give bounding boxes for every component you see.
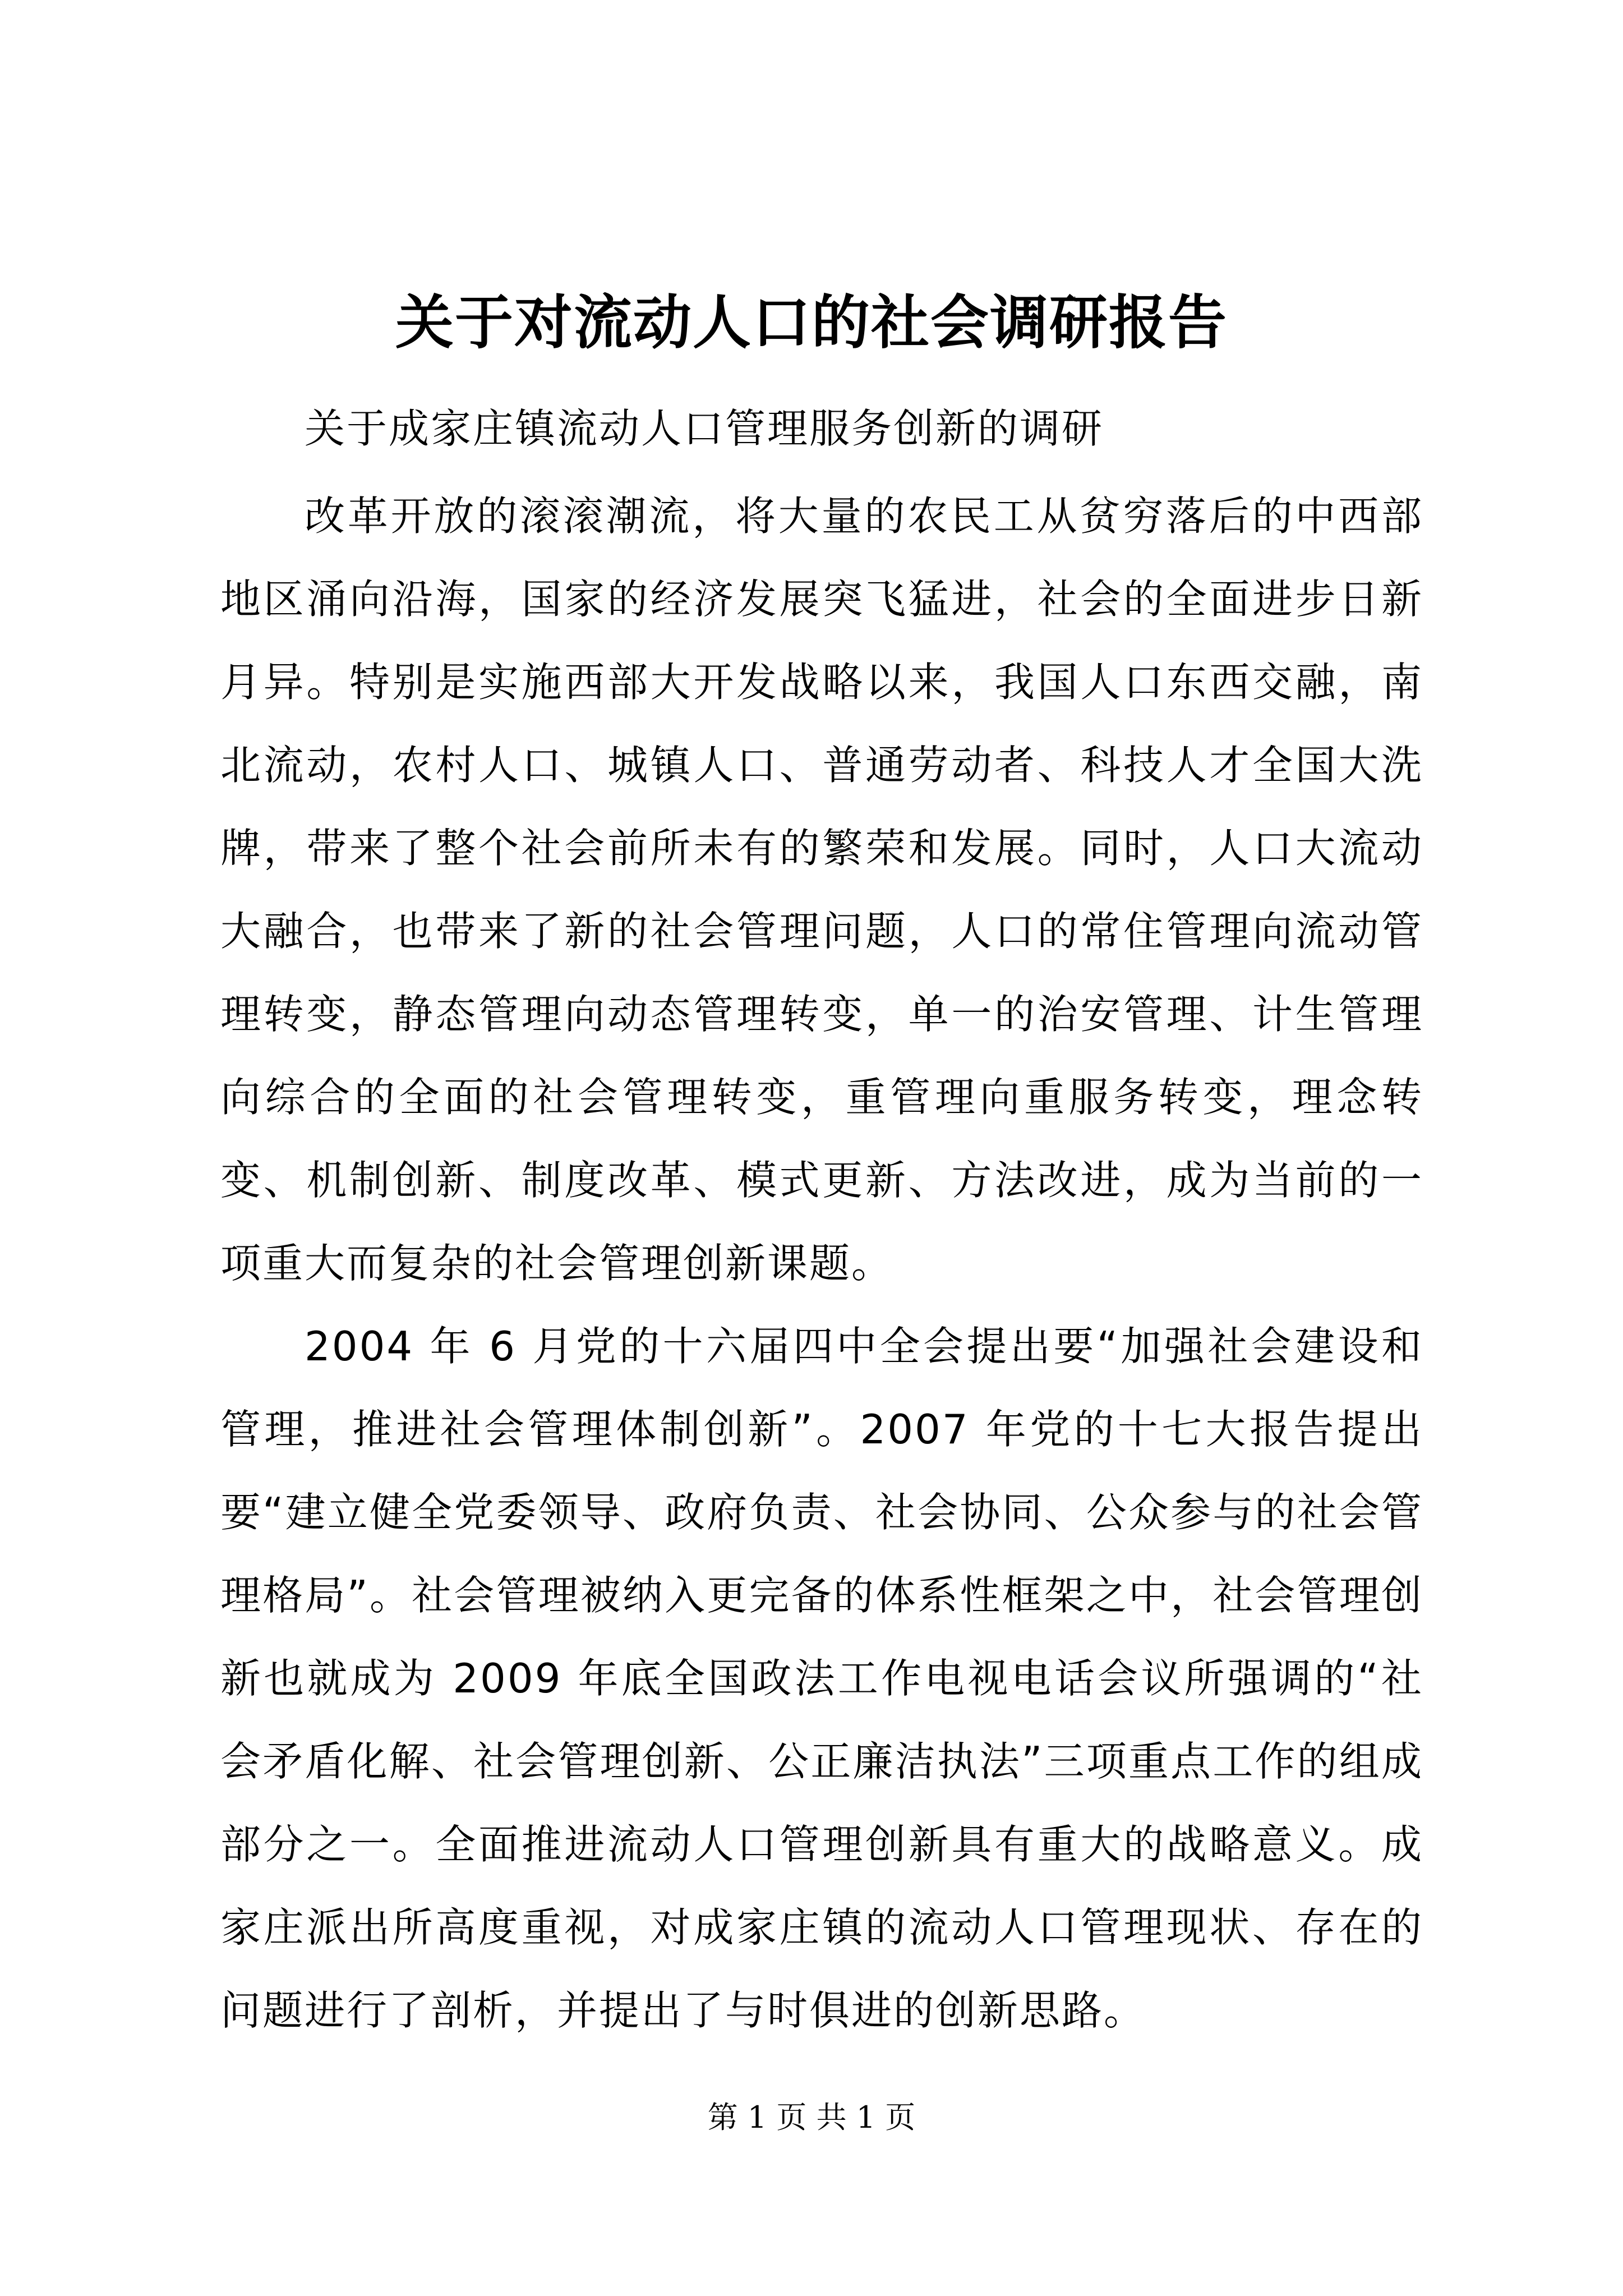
paragraph-2: 2004 年 6 月党的十六届四中全会提出要“加强社会建设和管理，推进社会管理体制创新”。2007 年党的十七大报告提出要“建立健全党委领导、政府负责、社会协同、公众参与的社会管理格局”。社会管理被纳入更完备的体系性框架之中，社会管理创新也就成为 2009 年底全国政法工作电视电话会议所强调的“社会矛盾化解、社会管理创新、公正廉洁执法”三项重点工作的组成部分之一。全面推进流动人口管理创新具有重大的战略意义。成家庄派出所高度重视，对成家庄镇的流动人口管理现状、存在的问题进行了剖析，并提出了与时俱进的创新思路。	[220, 1323, 1423, 2034]
document-body	[220, 387, 1423, 2052]
document-title: 关于对流动人口的社会调研报告	[395, 288, 1228, 357]
paragraph-1: 改革开放的滚滚潮流，将大量的农民工从贫穷落后的中西部地区涌向沿海，国家的经济发展突飞猛进，社会的全面进步日新月异。特别是实施西部大开发战略以来，我国人口东西交融，南北流动，农村人口、城镇人口、普通劳动者、科技人才全国大洗牌，带来了整个社会前所未有的繁荣和发展。同时，人口大流动大融合，也带来了新的社会管理问题，人口的常住管理向流动管理转变，静态管理向动态管理转变，单一的治安管理、计生管理向综合的全面的社会管理转变，重管理向重服务转变，理念转变、机制创新、制度改革、模式更新、方法改进，成为当前的一项重大而复杂的社会管理创新课题。	[220, 493, 1423, 1287]
document-subtitle: 关于成家庄镇流动人口管理服务创新的调研	[305, 405, 1104, 452]
page-footer: 第 1 页 共 1 页	[707, 2100, 916, 2135]
